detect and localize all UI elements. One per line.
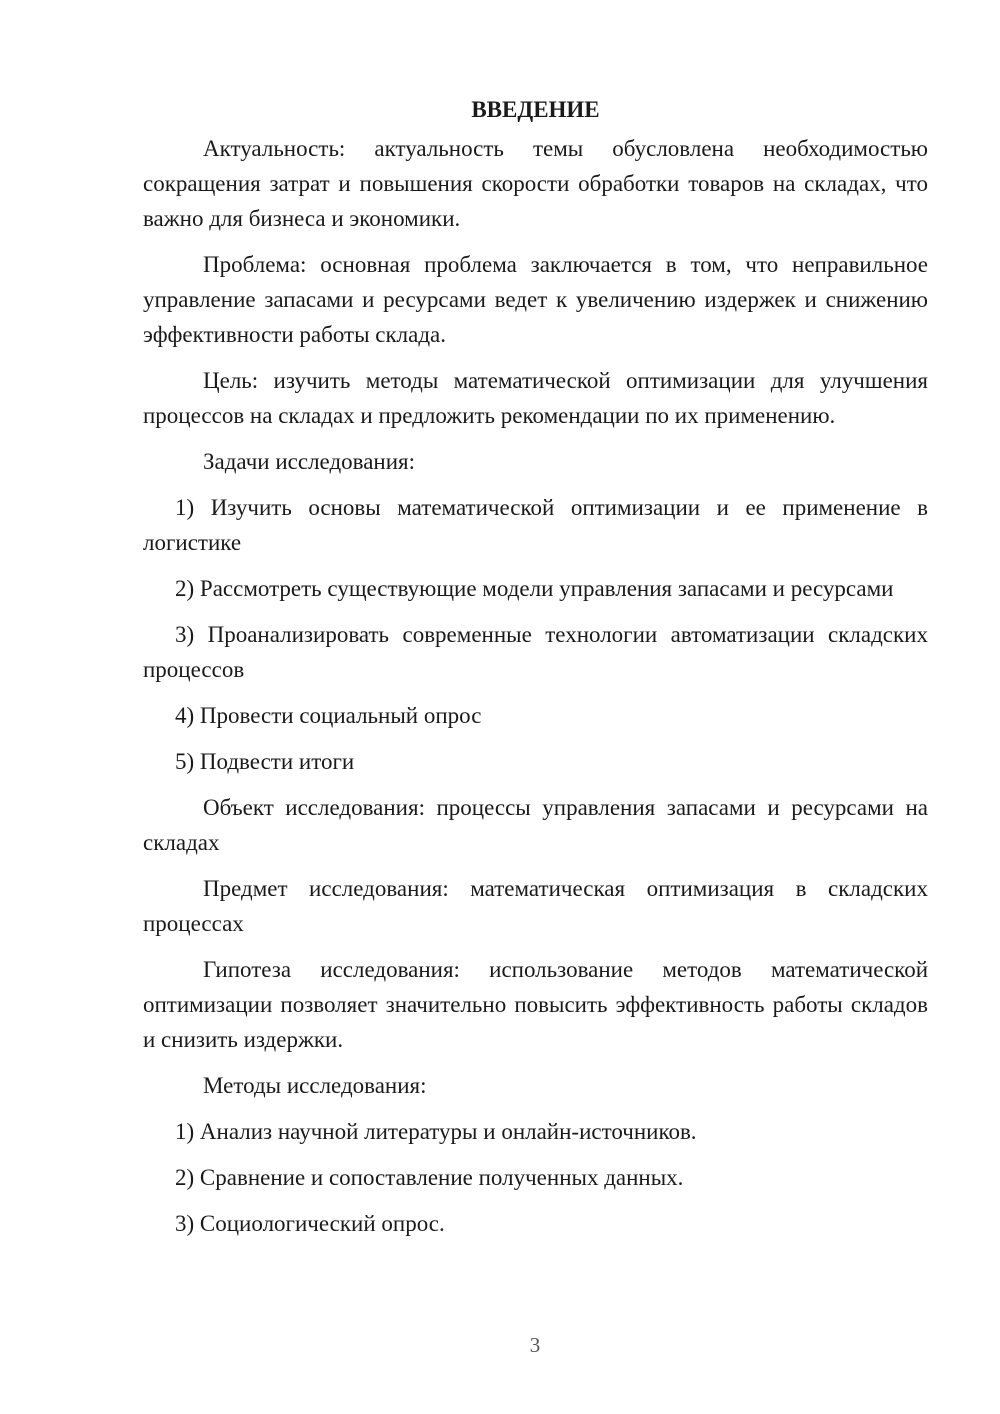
paragraph-problem: Проблема: основная проблема заключается в том, что неправильное управление запасами и ресурсами ведет к увеличению издержек и снижению эффективности работы склада.	[143, 252, 928, 347]
paragraph-methods-heading: Методы исследования:	[203, 1073, 427, 1098]
method-item-2: 2) Сравнение и сопоставление полученных данных.	[175, 1165, 684, 1190]
paragraph-tasks-heading: Задачи исследования:	[203, 449, 416, 474]
paragraph-goal: Цель: изучить методы математической оптимизации для улучшения процессов на складах и предложить рекомендации по их применению.	[143, 368, 928, 428]
paragraph-subject: Предмет исследования: математическая оптимизация в складских процессах	[143, 876, 928, 936]
document-page	[143, 92, 928, 1252]
page-title: ВВЕДЕНИЕ	[471, 97, 600, 122]
page-number: 3	[529, 1333, 541, 1357]
paragraph-object: Объект исследования: процессы управления запасами и ресурсами на складах	[143, 795, 928, 855]
task-item-5: 5) Подвести итоги	[175, 749, 355, 774]
task-item-2: 2) Рассмотреть существующие модели управления запасами и ресурсами	[175, 576, 894, 601]
paragraph-hypothesis: Гипотеза исследования: использование методов математической оптимизации позволяет значительно повысить эффективность работы складов и снизить издержки.	[143, 957, 928, 1052]
task-item-3: 3) Проанализировать современные технологии автоматизации складских процессов	[143, 622, 928, 682]
method-item-1: 1) Анализ научной литературы и онлайн-источников.	[175, 1119, 697, 1144]
task-item-4: 4) Провести социальный опрос	[175, 703, 482, 728]
method-item-3: 3) Социологический опрос.	[175, 1211, 445, 1236]
task-item-1: 1) Изучить основы математической оптимизации и ее применение в логистике	[143, 495, 928, 555]
paragraph-relevance: Актуальность: актуальность темы обусловлена необходимостью сокращения затрат и повышения скорости обработки товаров на складах, что важно для бизнеса и экономики.	[143, 136, 928, 231]
